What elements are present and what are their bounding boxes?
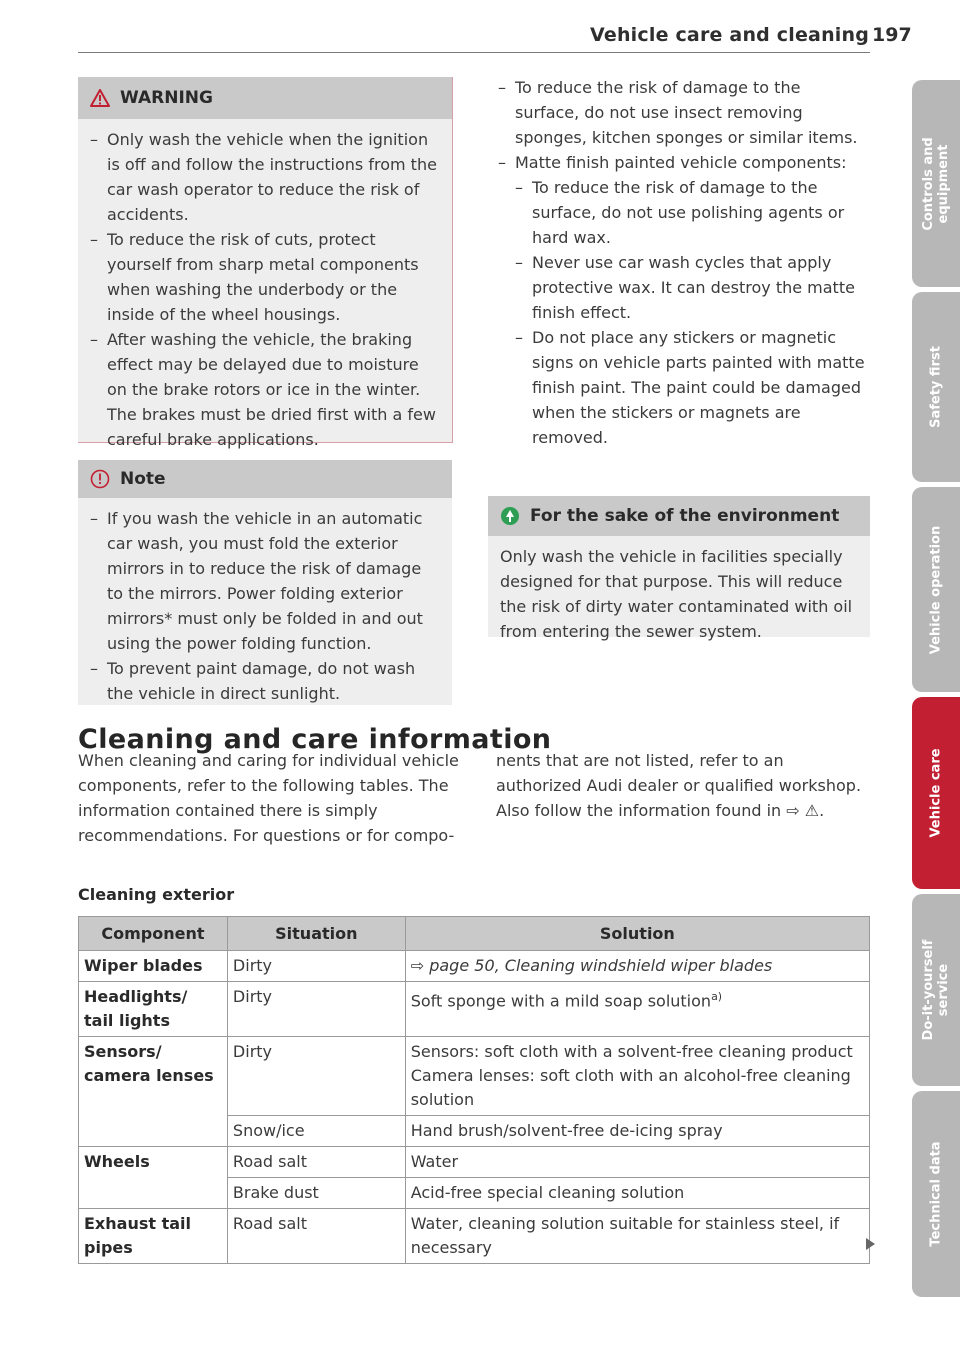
solution-cell [405,982,869,1037]
chapter-tab-diy-service[interactable] [912,894,960,1086]
chapter-tab-label: Safety first [928,346,944,428]
cleaning-exterior-table [78,916,870,1264]
chapter-tab-safety[interactable] [912,292,960,482]
table-header-row [79,917,870,951]
table-row [79,1209,870,1264]
chapter-tab-label: Technical data [928,1141,944,1247]
footnote-marker: a) [711,990,723,1003]
warning-title: WARNING [120,88,213,108]
component-cell: Exhaust tail pipes [79,1209,228,1264]
sub-list-item: – To reduce the risk of damage to the surface, do not use polishing agents or hard wax. [515,175,866,250]
table-row [79,1147,870,1178]
chapter-tab-label: Do-it-yourself service [921,939,951,1041]
list-item-text: Matte finish painted vehicle components: [515,153,847,172]
continued-arrow-icon [866,1238,875,1250]
situation-cell: Snow/ice [227,1116,405,1147]
warning-item: – To reduce the risk of cuts, protect yourself from sharp metal components when washing the underbody or the inside of the wheel housings. [90,227,438,327]
component-cell: Headlights/ tail lights [79,982,228,1037]
intro-text-right [496,748,868,823]
component-cell: Sensors/ camera lenses [79,1037,228,1147]
intro-text-right-body: nents that are not listed, refer to an authorized Audi dealer or qualified workshop. Also follow the information found in [496,751,862,820]
solution-cell-link[interactable]: ⇨ page 50, Cleaning windshield wiper blades [405,951,869,982]
solution-text: Soft sponge with a mild soap solution [410,991,712,1011]
note-info-icon [90,469,110,489]
environment-header [488,496,870,536]
situation-cell: Brake dust [227,1178,405,1209]
situation-cell: Dirty [227,1037,405,1116]
right-column-list [498,75,866,450]
running-header-title: Vehicle care and cleaning [590,24,870,46]
warning-item: – Only wash the vehicle when the ignition is off and follow the instructions from the car wash operator to reduce the risk of accidents. [90,127,438,227]
intro-text-left: When cleaning and caring for individual vehicle components, refer to the following tables. The information contained there is simply recommendations. For questions or for compo- [78,751,459,845]
warning-triangle-icon [90,89,110,107]
warning-reference-link[interactable]: ⇨ ⚠. [786,801,825,820]
column-header: Solution [405,917,869,951]
sub-list-item: – Do not place any stickers or magnetic signs on vehicle parts painted with matte finish paint. The paint could be damaged when the stickers or magnets are removed. [515,325,866,450]
environment-leaf-icon [500,506,520,526]
chapter-tab-label: Vehicle care [928,748,944,838]
header-rule [78,52,870,53]
chapter-tab-controls[interactable] [912,80,960,287]
chapter-tab-label: Vehicle operation [928,525,944,654]
environment-box [488,496,870,641]
page-number: 197 [872,24,912,46]
solution-cell: Water, cleaning solution suitable for stainless steel, if necessary [405,1209,869,1264]
column-header: Situation [227,917,405,951]
note-header [78,460,452,498]
list-item: – To reduce the risk of damage to the surface, do not use insect removing sponges, kitchen sponges or similar items. [498,75,866,150]
column-header: Component [79,917,228,951]
solution-cell: Hand brush/solvent-free de-icing spray [405,1116,869,1147]
situation-cell: Road salt [227,1147,405,1178]
solution-cell: Acid-free special cleaning solution [405,1178,869,1209]
component-cell: Wheels [79,1147,228,1209]
note-item: – To prevent paint damage, do not wash the vehicle in direct sunlight. [90,656,438,706]
solution-cell: Water [405,1147,869,1178]
environment-title: For the sake of the environment [530,506,840,526]
table-row [79,951,870,982]
chapter-tab-vehicle-operation[interactable] [912,487,960,692]
warning-box [78,77,453,449]
warning-header [78,77,452,119]
environment-text: Only wash the vehicle in facilities specially designed for that purpose. This will reduce the risk of dirty water contaminated with oil from entering the sewer system. [500,547,853,641]
section-title: Cleaning and care information [78,724,552,755]
situation-cell: Dirty [227,951,405,982]
note-item: – If you wash the vehicle in an automatic car wash, you must fold the exterior mirrors in to reduce the risk of damage to the mirrors. Power folding exterior mirrors* must only be folded in and out using the power folding function. [90,506,438,656]
component-cell: Wiper blades [79,951,228,982]
warning-item: – After washing the vehicle, the braking effect may be delayed due to moisture on the brake rotors or ice in the winter. The brakes must be dried first with a few careful brake applications. [90,327,438,452]
note-title: Note [120,469,166,489]
chapter-tab-vehicle-care[interactable] [912,697,960,889]
situation-cell: Dirty [227,982,405,1037]
list-item [498,150,866,450]
chapter-tab-label: Controls and equipment [921,136,951,231]
table-caption: Cleaning exterior [78,885,235,904]
solution-cell: Sensors: soft cloth with a solvent-free cleaning product Camera lenses: soft cloth with an alcohol-free cleaning solution [405,1037,869,1116]
table-row [79,982,870,1037]
chapter-tab-technical-data[interactable] [912,1091,960,1297]
situation-cell: Road salt [227,1209,405,1264]
sub-list-item: – Never use car wash cycles that apply protective wax. It can destroy the matte finish effect. [515,250,866,325]
table-row [79,1037,870,1116]
note-box [78,460,452,705]
